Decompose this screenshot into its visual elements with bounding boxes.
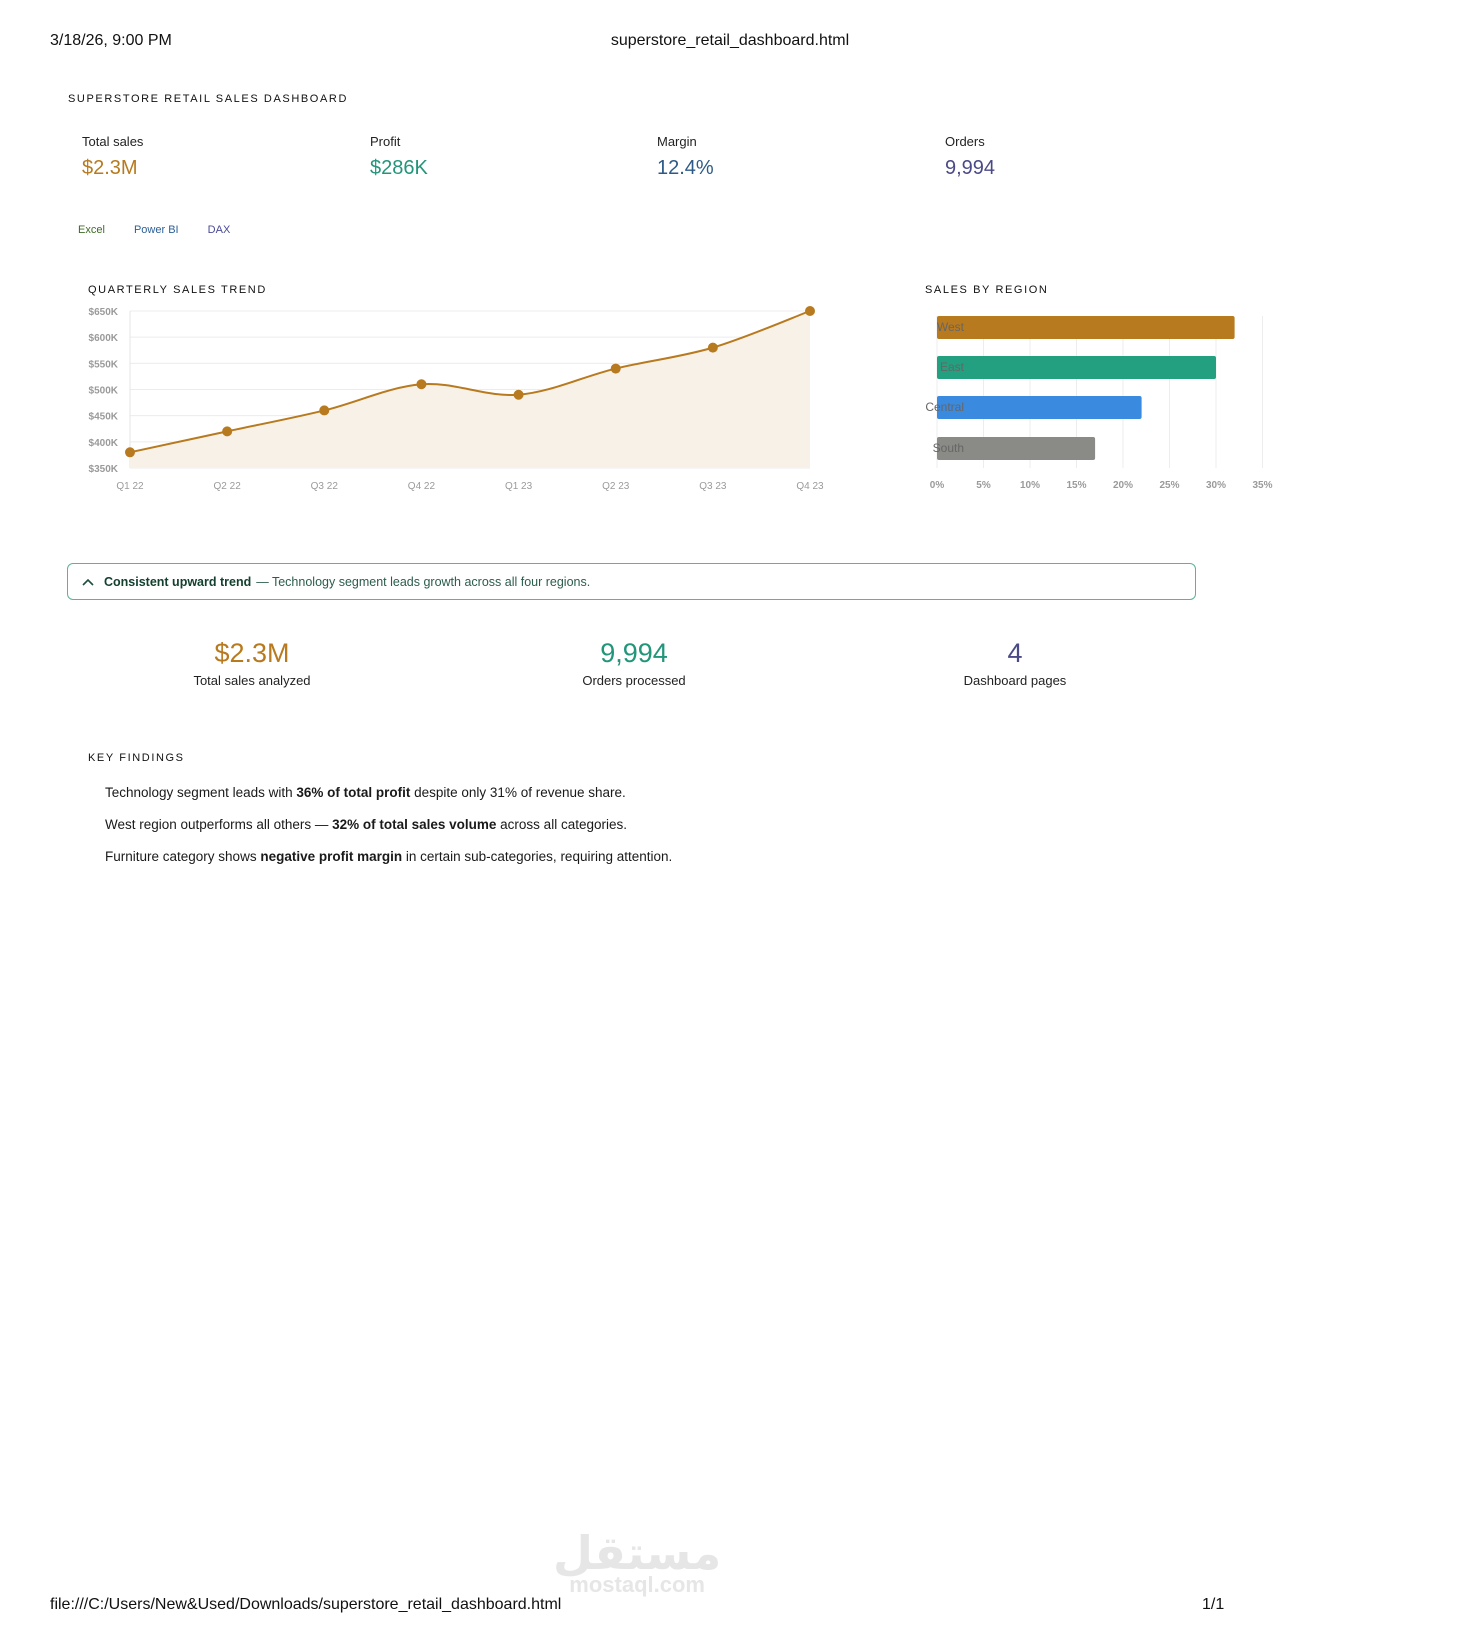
kpi-margin (657, 134, 714, 180)
finding-highlight: 36% of total profit (296, 785, 411, 800)
stat-total-sales (112, 638, 392, 688)
stat-caption: Total sales analyzed (193, 673, 311, 688)
region-bar (937, 316, 1235, 339)
x-tick-label: 25% (1159, 480, 1180, 491)
print-file-path: file:///C:/Users/New&Used/Downloads/superstore_retail_dashboard.html (50, 1596, 562, 1613)
y-tick-label: $400K (88, 437, 118, 449)
dashboard-title: SUPERSTORE RETAIL SALES DASHBOARD (68, 93, 348, 105)
data-point (416, 379, 426, 389)
watermark-latin: mostaql.com (569, 1572, 705, 1597)
trend-section-title: QUARTERLY SALES TREND (88, 284, 267, 296)
print-datetime: 3/18/26, 9:00 PM (50, 32, 172, 49)
y-tick-label: $550K (88, 359, 118, 371)
finding-text: Furniture category shows (105, 849, 261, 864)
data-point (514, 390, 524, 400)
x-tick-label: Q1 22 (116, 481, 144, 492)
region-bar (937, 396, 1142, 419)
sales-by-region-bar-chart (916, 316, 1273, 516)
x-tick-label: 15% (1066, 480, 1087, 491)
finding-highlight: 32% of total sales volume (332, 817, 497, 832)
finding-text: in certain sub-categories, requiring attention. (402, 849, 673, 864)
kpi-label: Margin (657, 134, 697, 149)
finding-highlight: negative profit margin (260, 849, 403, 864)
x-tick-label: Q3 22 (310, 481, 338, 492)
key-findings-list (105, 785, 672, 881)
x-tick-label: 10% (1019, 480, 1041, 491)
x-tick-label: 35% (1252, 480, 1273, 491)
kpi-value: 9,994 (945, 157, 996, 179)
x-tick-label: Q2 22 (213, 481, 241, 492)
kpi-profit (370, 134, 428, 180)
watermark-arabic: مستقل (553, 1527, 722, 1579)
finding-text: despite only 31% of revenue share. (410, 785, 626, 800)
stat-value: $2.3M (214, 638, 290, 668)
data-point (805, 306, 815, 316)
x-tick-label: 5% (976, 480, 991, 491)
data-point (125, 447, 135, 457)
chevron-up-icon[interactable] (82, 575, 94, 589)
y-tick-label: $600K (88, 333, 118, 345)
y-tick-label: $350K (88, 464, 118, 475)
region-label: South (932, 441, 964, 455)
finding-text: West region outperforms all others — (105, 817, 333, 832)
finding-item (105, 849, 672, 864)
x-tick-label: 30% (1205, 480, 1227, 491)
x-tick-label: 20% (1112, 480, 1134, 491)
region-label: East (939, 360, 964, 374)
kpi-orders (945, 134, 995, 180)
tool-tags (78, 224, 256, 236)
kpi-value: $286K (370, 157, 428, 179)
x-tick-label: Q2 23 (602, 481, 630, 492)
region-section-title: SALES BY REGION (925, 284, 1049, 296)
quarterly-sales-line-chart (80, 307, 880, 521)
x-tick-label: Q4 23 (796, 481, 824, 492)
x-tick-label: 0% (929, 480, 945, 491)
mostaql-watermark (553, 1527, 722, 1598)
stat-value: 4 (1007, 638, 1023, 668)
stat-caption: Orders processed (582, 673, 686, 688)
finding-text: Technology segment leads with (105, 785, 297, 800)
stat-caption: Dashboard pages (963, 673, 1067, 688)
findings-section-title: KEY FINDINGS (88, 752, 185, 764)
region-bar (937, 356, 1216, 379)
tag-power-bi: Power BI (133, 224, 179, 236)
y-tick-label: $450K (88, 411, 118, 423)
tag-dax: DAX (207, 224, 231, 236)
stat-value: 9,994 (600, 638, 668, 668)
finding-item (105, 785, 672, 800)
region-label: Central (925, 400, 964, 414)
tag-excel: Excel (78, 224, 105, 236)
kpi-label: Total sales (82, 134, 144, 149)
kpi-total-sales (82, 134, 143, 180)
y-tick-label: $500K (88, 385, 118, 397)
print-doc-title: superstore_retail_dashboard.html (610, 32, 850, 49)
data-point (611, 364, 621, 374)
kpi-value: $2.3M (82, 157, 138, 179)
kpi-label: Orders (945, 134, 985, 149)
callout-headline: Consistent upward trend (104, 574, 252, 589)
x-tick-label: Q4 22 (407, 481, 436, 492)
data-point (319, 405, 329, 415)
region-label: West (936, 320, 964, 334)
finding-text: across all categories. (496, 817, 627, 832)
callout-text: — Technology segment leads growth across all four regions. (256, 574, 591, 589)
kpi-label: Profit (370, 134, 401, 149)
kpi-value: 12.4% (657, 157, 714, 179)
data-point (222, 426, 232, 436)
data-point (708, 343, 718, 353)
print-page-number: 1/1 (1202, 1596, 1225, 1613)
stat-dashboard-pages (875, 638, 1155, 688)
trend-callout[interactable] (67, 563, 1196, 600)
stat-orders (494, 638, 774, 688)
x-tick-label: Q3 23 (699, 481, 727, 492)
x-tick-label: Q1 23 (504, 481, 533, 492)
y-tick-label: $650K (88, 307, 118, 318)
finding-item (105, 817, 672, 832)
